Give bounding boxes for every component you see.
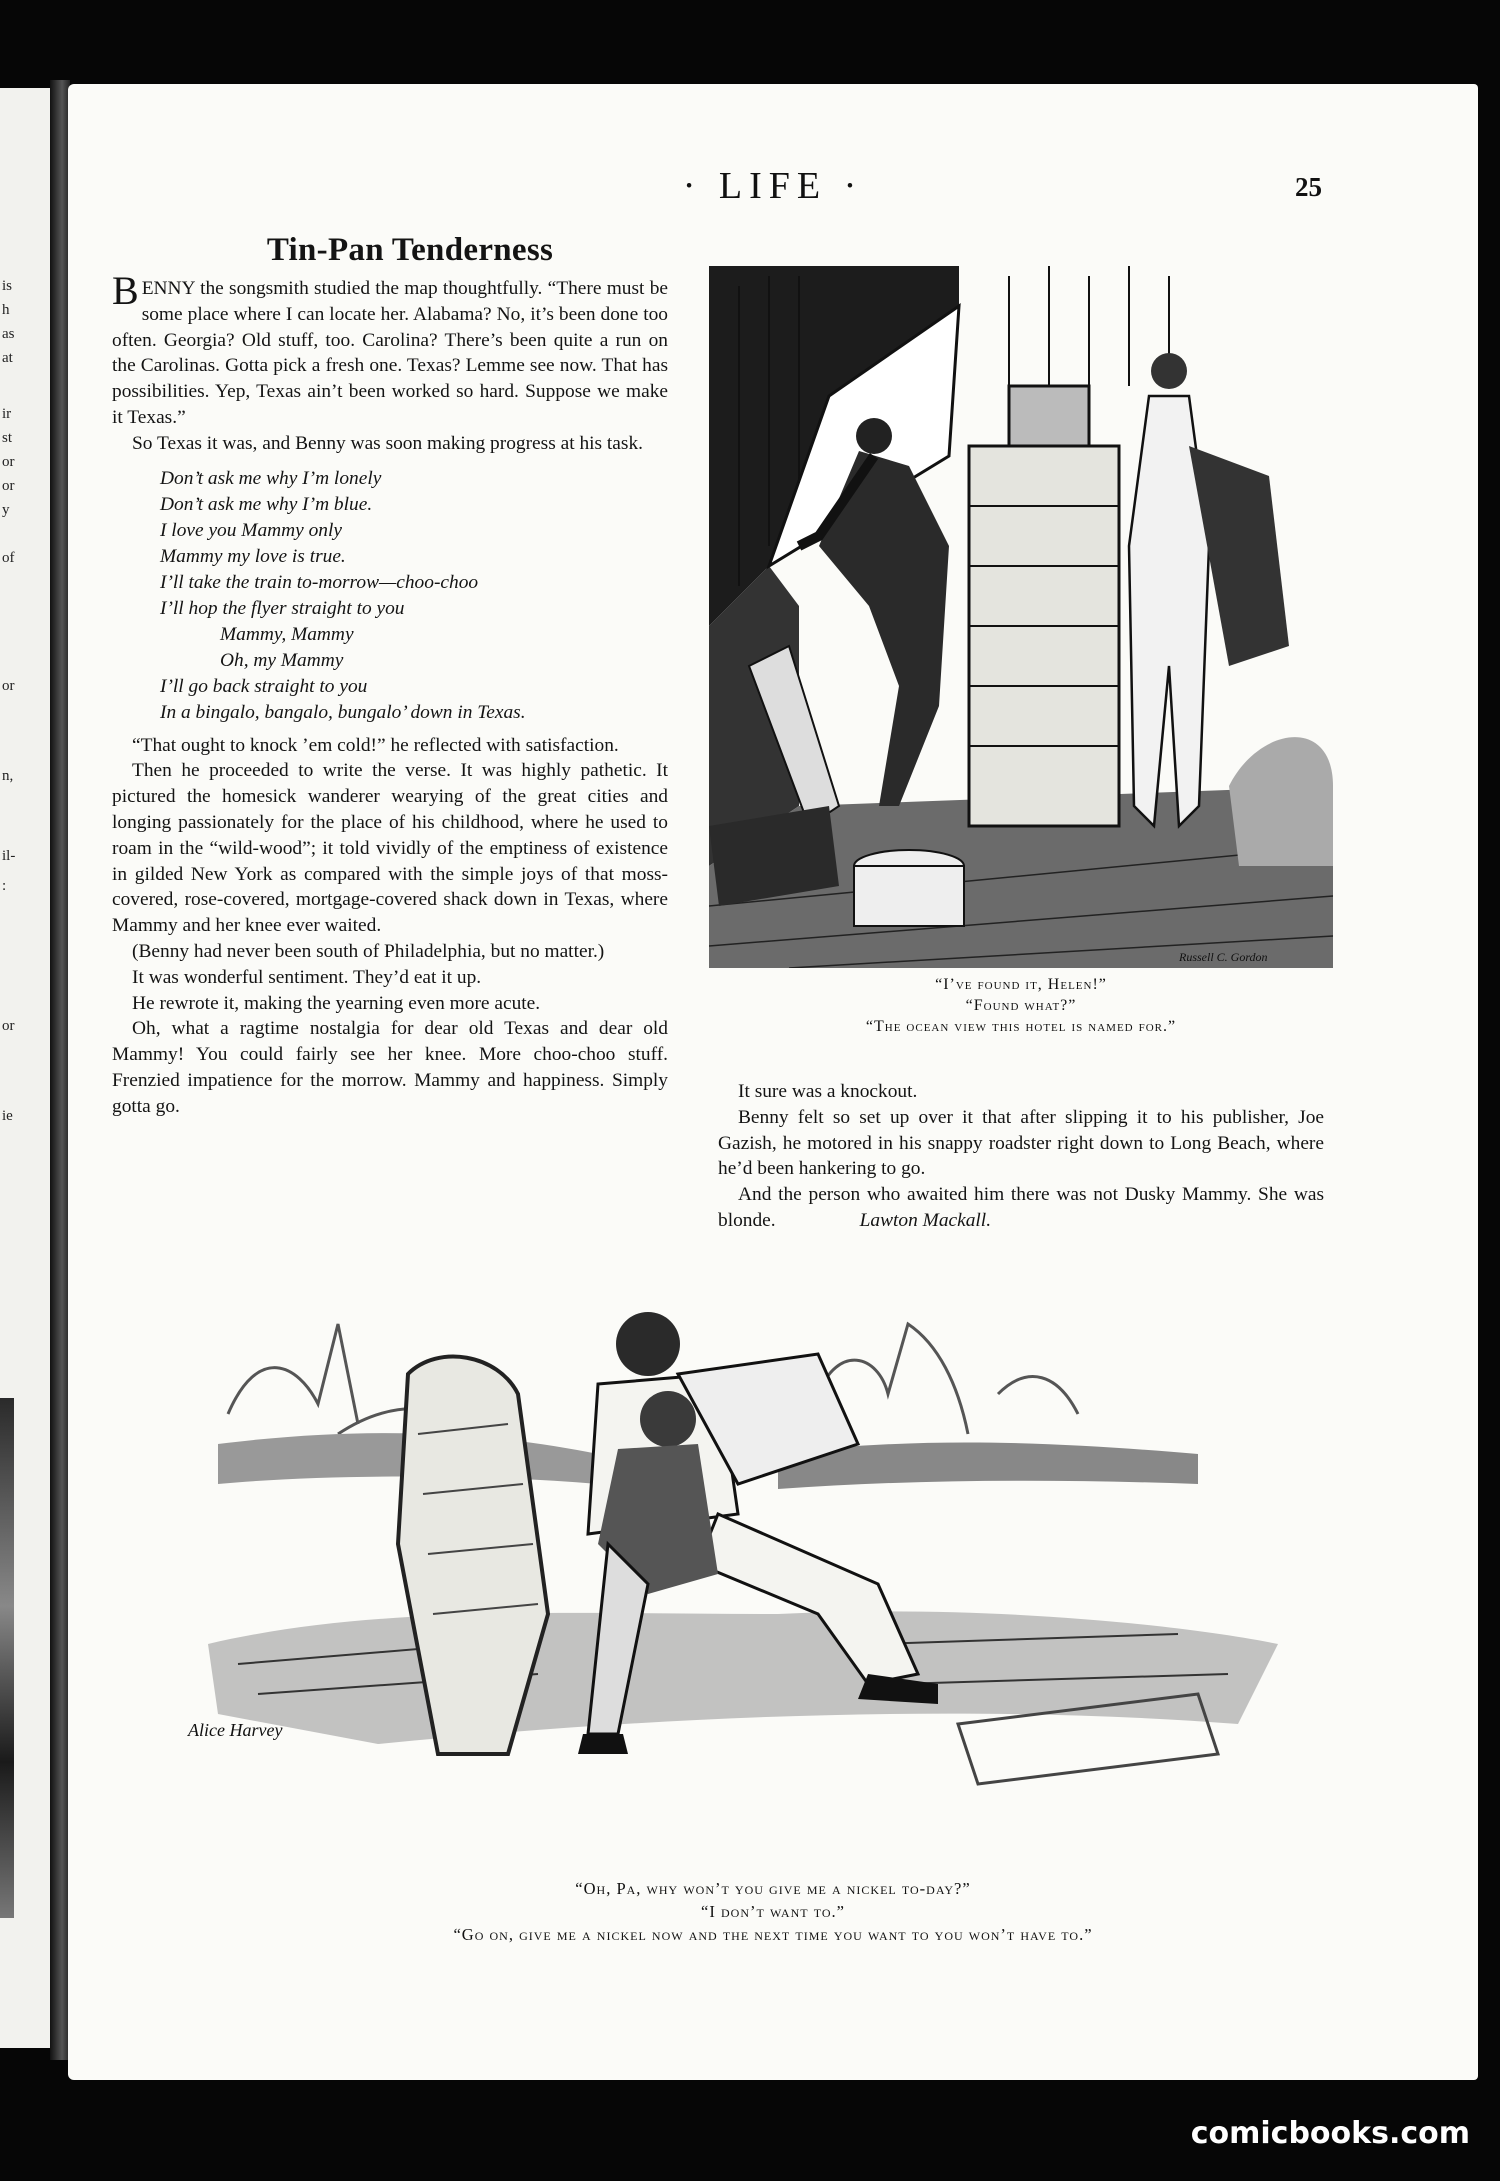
cartoon2-signature: Alice Harvey bbox=[188, 1720, 283, 1740]
left-page-text-fragment: il- bbox=[2, 848, 16, 864]
caption-line: “The ocean view this hotel is named for.” bbox=[865, 1018, 1177, 1035]
story-paragraph: “That ought to knock ’em cold!” he reflected with satisfaction. bbox=[132, 734, 619, 756]
caption-line: “I’ve found it, Helen!” bbox=[935, 976, 1107, 993]
lyric-line: In a bingalo, bangalo, bungalo’ down in Texas. bbox=[160, 701, 526, 723]
story-title: Tin-Pan Tenderness bbox=[266, 232, 554, 268]
left-page-text-fragment: as bbox=[2, 326, 15, 342]
left-page-text-fragment: ie bbox=[2, 1108, 13, 1124]
left-page-text-fragment: or bbox=[2, 678, 15, 694]
story-paragraph: So Texas it was, and Benny was soon making progress at his task. bbox=[132, 432, 644, 454]
left-page-text-fragment: or bbox=[2, 454, 15, 470]
story-paragraph: BENNY the songsmith studied the map thoughtfully. “There must be some place where I can locate her. Alabama? No, it’s been done too often. Georgia? Old stuff, too. Carolina? There’s been quite a run on the Carolinas. Gotta pick a fresh one. Texas? Lemme see now. That has possibilities. Yep, Texas ain’t been worked so hard. Suppose we make it Texas.” bbox=[112, 268, 668, 428]
story-left-column bbox=[112, 230, 668, 1120]
story-paragraph: Benny felt so set up over it that after slipping it to his publisher, Joe Gazish, he motored in his snappy roadster right down to Long Beach, where he’d been hankering to go. bbox=[718, 1106, 1324, 1180]
lyric-line: I’ll take the train to-morrow—choo-choo bbox=[160, 571, 479, 593]
lyric-line: Mammy my love is true. bbox=[160, 545, 346, 567]
attic-cartoon-illustration bbox=[709, 246, 1333, 968]
cartoon1-caption bbox=[709, 974, 1333, 1037]
lyric-line: Oh, my Mammy bbox=[220, 649, 344, 671]
left-page-photo-edge bbox=[0, 1398, 14, 1918]
caption-line: “Found what?” bbox=[965, 997, 1077, 1014]
left-page-text-fragment: y bbox=[2, 502, 10, 518]
story-paragraph: It sure was a knockout. bbox=[738, 1081, 918, 1102]
left-page-text-fragment: or bbox=[2, 1018, 15, 1034]
left-page-text-fragment: of bbox=[2, 550, 15, 566]
magazine-title: LIFE bbox=[718, 165, 828, 207]
lyric-line: I’ll hop the flyer straight to you bbox=[160, 597, 405, 619]
cartoon1-signature: Russell C. Gordon bbox=[1179, 950, 1268, 964]
left-page-text-fragment: or bbox=[2, 478, 15, 494]
page-number: 25 bbox=[1295, 172, 1322, 202]
caption-line: “Go on, give me a nickel now and the next time you want to you won’t have to.” bbox=[453, 1925, 1093, 1944]
left-page-text-fragment: at bbox=[2, 350, 13, 366]
left-page-text-fragment: : bbox=[2, 878, 7, 894]
caption-line: “I don’t want to.” bbox=[701, 1902, 845, 1921]
caption-line: “Oh, Pa, why won’t you give me a nickel to-day?” bbox=[575, 1879, 971, 1898]
left-facing-page bbox=[0, 88, 50, 2048]
story-paragraph: Then he proceeded to write the verse. It was highly pathetic. It pictured the homesick wanderer wearying of the great cities and longing passionately for the place of his childhood, where he used to roam in the “wild-wood”; it told vividly of the emptiness of existence in gilded New York as compared with the simple joys of that moss-covered, rose-covered, mortgage-covered shack down in Texas, where Mammy and her knee ever waited. bbox=[112, 760, 668, 937]
cartoon2-caption bbox=[68, 1877, 1478, 1946]
story-paragraph: It was wonderful sentiment. They’d eat it up. bbox=[132, 966, 482, 988]
story-paragraph: (Benny had never been south of Philadelphia, but no matter.) bbox=[132, 940, 605, 962]
porch-cartoon-illustration bbox=[178, 1284, 1298, 1854]
site-watermark: comicbooks.com bbox=[1190, 2116, 1470, 2151]
lyric-line: I’ll go back straight to you bbox=[160, 675, 368, 697]
lyric-line: Mammy, Mammy bbox=[220, 623, 354, 645]
page-gutter bbox=[50, 80, 70, 2060]
magazine-page bbox=[68, 84, 1478, 2080]
song-lyrics bbox=[160, 466, 668, 726]
left-page-text-fragment: st bbox=[2, 430, 13, 446]
story-right-column bbox=[718, 1079, 1324, 1234]
left-page-text-fragment: h bbox=[2, 302, 10, 318]
lyric-line: Don’t ask me why I’m blue. bbox=[160, 493, 373, 515]
left-page-text-fragment: is bbox=[2, 278, 13, 294]
story-byline: Lawton Mackall. bbox=[859, 1209, 992, 1231]
story-paragraph: He rewrote it, making the yearning even more acute. bbox=[132, 992, 541, 1014]
story-paragraph: And the person who awaited him there was not Dusky Mammy. She was blonde. Lawton Mackall. bbox=[718, 1184, 1324, 1231]
left-page-text-fragment: n, bbox=[2, 768, 14, 784]
lyric-line: Don’t ask me why I’m lonely bbox=[160, 467, 382, 489]
story-paragraph: Oh, what a ragtime nostalgia for dear old Texas and dear old Mammy! You could fairly see her knee. More choo-choo stuff. Frenzied impatience for the morrow. Mammy and happiness. Simply gotta go. bbox=[112, 1018, 668, 1117]
left-page-text-fragment: ir bbox=[2, 406, 12, 422]
lyric-line: I love you Mammy only bbox=[160, 519, 342, 541]
masthead: · LIFE · bbox=[682, 165, 864, 207]
